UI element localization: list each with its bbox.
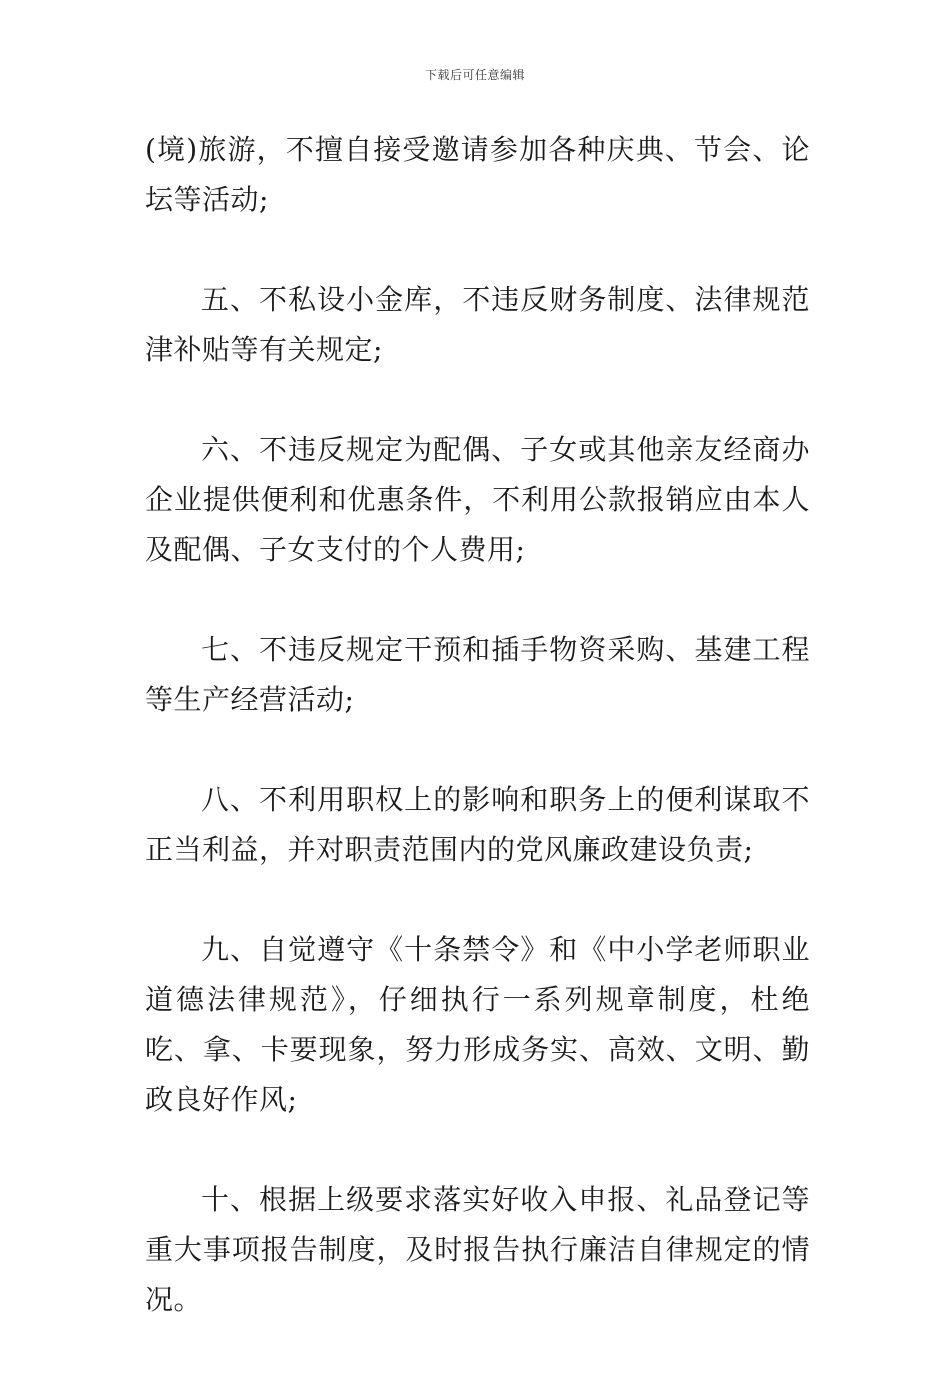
paragraph-item-8: 八、不利用职权上的影响和职务上的便利谋取不正当利益，并对职责范围内的党风廉政建设负责; bbox=[145, 783, 810, 866]
paragraph-item-10: 十、根据上级要求落实好收入申报、礼品登记等重大事项报告制度，及时报告执行廉洁自律规定的情况。 bbox=[145, 1183, 810, 1316]
document-body bbox=[145, 125, 810, 1375]
paragraph-continuation: (境)旅游，不擅自接受邀请参加各种庆典、节会、论坛等活动; bbox=[145, 133, 810, 216]
paragraph-item-6: 六、不违反规定为配偶、子女或其他亲友经商办企业提供便利和优惠条件，不利用公款报销应由本人及配偶、子女支付的个人费用; bbox=[145, 433, 810, 566]
paragraph-item-5: 五、不私设小金库，不违反财务制度、法律规范津补贴等有关规定; bbox=[145, 283, 810, 366]
paragraph-item-7: 七、不违反规定干预和插手物资采购、基建工程等生产经营活动; bbox=[145, 633, 810, 716]
page-header: 下载后可任意编辑 bbox=[424, 68, 525, 82]
paragraph-item-9: 九、自觉遵守《十条禁令》和《中小学老师职业道德法律规范》，仔细执行一系列规章制度，杜绝吃、拿、卡要现象，努力形成务实、高效、文明、勤政良好作风; bbox=[145, 933, 810, 1116]
